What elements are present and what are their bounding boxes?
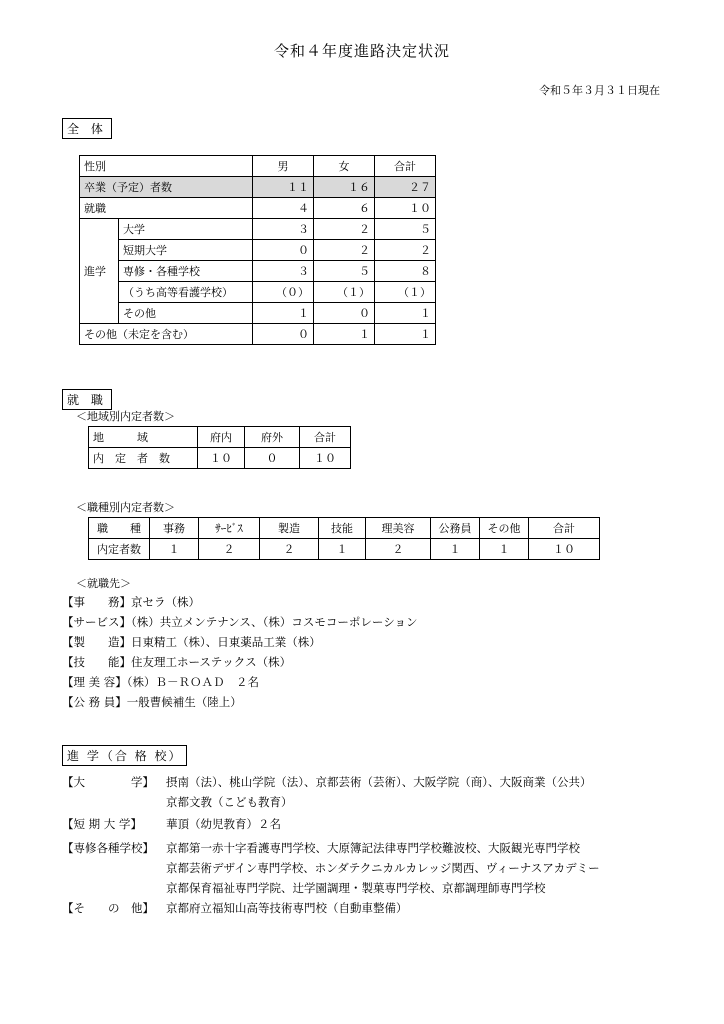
row-label: （うち高等看護学校） <box>119 282 253 303</box>
row-label: 卒業（予定）者数 <box>80 177 253 198</box>
cell-beauty: ２ <box>366 539 431 560</box>
cell-male: （０） <box>253 282 314 303</box>
group-label: 【専修各種学校】 <box>62 841 154 855</box>
cell-female: １ <box>314 324 375 345</box>
list-item: 摂南（法）、桃山学院（法）、京都芸術（芸術）、大阪学院（商）、大阪商業（公共） <box>166 775 592 789</box>
cell-outside: ０ <box>245 448 300 469</box>
header-other: その他 <box>480 518 529 539</box>
header-public: 公務員 <box>431 518 480 539</box>
school-group-other <box>62 898 600 918</box>
group-lines <box>166 898 408 918</box>
cell-total: １ <box>375 303 436 324</box>
employers-list <box>62 592 417 712</box>
overall-table <box>79 155 436 345</box>
cell-skill: １ <box>319 539 366 560</box>
cell-total: １０ <box>300 448 351 469</box>
header-clerical: 事務 <box>150 518 199 539</box>
cell-public: １ <box>431 539 480 560</box>
region-table <box>88 426 351 469</box>
header-jobtype: 職 種 <box>89 518 150 539</box>
cell-total: ２７ <box>375 177 436 198</box>
cell-total: （１） <box>375 282 436 303</box>
list-item: 京都文教（こども教育） <box>166 795 293 809</box>
table-row <box>80 198 436 219</box>
row-label: 短期大学 <box>119 240 253 261</box>
list-item: 【製 造】日東精工（株）、日東薬品工業（株） <box>62 635 321 649</box>
cell-clerical: １ <box>150 539 199 560</box>
table-row <box>80 177 436 198</box>
row-label: 大学 <box>119 219 253 240</box>
cell-female: １６ <box>314 177 375 198</box>
row-label: 内 定 者 数 <box>89 448 198 469</box>
school-group-junior-college <box>62 814 600 834</box>
group-lines <box>166 772 592 812</box>
table-row <box>80 303 436 324</box>
cell-total: １０ <box>529 539 600 560</box>
table-header-row <box>89 427 351 448</box>
header-manufacturing: 製造 <box>260 518 319 539</box>
table-header-row <box>80 156 436 177</box>
schools-list <box>62 772 600 918</box>
cell-female: ５ <box>314 261 375 282</box>
employers-caption: ＜就職先＞ <box>76 577 131 590</box>
header-inside: 府内 <box>198 427 245 448</box>
list-item: 華頂（幼児教育）２名 <box>166 817 281 831</box>
cell-total: ５ <box>375 219 436 240</box>
section-heading-overall: 全 体 <box>62 118 112 139</box>
page-title: 令和４年度進路決定状況 <box>273 42 450 60</box>
row-label: 専修・各種学校 <box>119 261 253 282</box>
row-label: その他（未定を含む） <box>80 324 253 345</box>
header-service: ｻｰﾋﾞｽ <box>199 518 260 539</box>
cell-other: １ <box>480 539 529 560</box>
list-item: 京都第一赤十字看護専門学校、大原簿記法律専門学校難波校、大阪観光専門学校 <box>166 841 580 855</box>
list-item: 【理 美 容】（株）Ｂ－ＲＯＡＤ ２名 <box>62 675 260 689</box>
cell-male: １ <box>253 303 314 324</box>
table-row <box>80 282 436 303</box>
cell-male: ０ <box>253 240 314 261</box>
school-group-university <box>62 772 600 812</box>
list-item: 京都保育福祉専門学院、辻学園調理・製菓専門学校、京都調理師専門学校 <box>166 881 546 895</box>
cell-female: ２ <box>314 240 375 261</box>
jobtype-table <box>88 517 600 560</box>
list-item: 京都芸術デザイン専門学校、ホンダテクニカルカレッジ関西、ヴィーナスアカデミー <box>166 861 600 875</box>
header-gender: 性別 <box>80 156 253 177</box>
table-row <box>80 240 436 261</box>
row-label: 就職 <box>80 198 253 219</box>
table-row <box>89 448 351 469</box>
header-region: 地 域 <box>89 427 198 448</box>
group-lines <box>166 838 600 898</box>
header-total: 合計 <box>529 518 600 539</box>
group-label: 【短 期 大 学】 <box>62 817 142 831</box>
cell-total: １０ <box>375 198 436 219</box>
group-label: 【大 学】 <box>62 775 154 789</box>
jobtype-caption: ＜職種別内定者数＞ <box>76 501 175 514</box>
list-item: 【事 務】京セラ（株） <box>62 595 200 609</box>
cell-total: ２ <box>375 240 436 261</box>
advance-group-label: 進学 <box>80 219 119 324</box>
report-date: 令和５年３月３１日現在 <box>539 84 660 97</box>
header-total: 合計 <box>375 156 436 177</box>
table-row <box>80 261 436 282</box>
cell-female: ６ <box>314 198 375 219</box>
school-group-vocational <box>62 838 600 898</box>
table-row <box>89 539 600 560</box>
header-beauty: 理美容 <box>366 518 431 539</box>
cell-male: ０ <box>253 324 314 345</box>
group-lines <box>166 814 281 834</box>
cell-male: ３ <box>253 219 314 240</box>
group-label: 【そ の 他】 <box>62 901 154 915</box>
header-male: 男 <box>253 156 314 177</box>
header-outside: 府外 <box>245 427 300 448</box>
cell-female: ０ <box>314 303 375 324</box>
header-total: 合計 <box>300 427 351 448</box>
list-item: 【公 務 員】一般曹候補生（陸上） <box>62 695 242 709</box>
cell-male: １１ <box>253 177 314 198</box>
list-item: 【技 能】住友理工ホーステックス（株） <box>62 655 292 669</box>
header-skill: 技能 <box>319 518 366 539</box>
row-label: 内定者数 <box>89 539 150 560</box>
cell-total: ８ <box>375 261 436 282</box>
section-heading-advancement: 進 学（合 格 校） <box>62 745 187 766</box>
region-caption: ＜地域別内定者数＞ <box>76 410 175 423</box>
section-heading-employment: 就 職 <box>62 389 112 410</box>
cell-female: （１） <box>314 282 375 303</box>
table-row <box>80 219 436 240</box>
cell-inside: １０ <box>198 448 245 469</box>
list-item: 京都府立福知山高等技術専門校（自動車整備） <box>166 901 408 915</box>
row-label: その他 <box>119 303 253 324</box>
cell-male: ３ <box>253 261 314 282</box>
table-row <box>80 324 436 345</box>
cell-male: ４ <box>253 198 314 219</box>
cell-total: １ <box>375 324 436 345</box>
cell-service: ２ <box>199 539 260 560</box>
cell-female: ２ <box>314 219 375 240</box>
list-item: 【サービス】（株）共立メンテナンス、（株）コスモコーポレーション <box>62 615 418 629</box>
header-female: 女 <box>314 156 375 177</box>
cell-manufacturing: ２ <box>260 539 319 560</box>
table-header-row <box>89 518 600 539</box>
